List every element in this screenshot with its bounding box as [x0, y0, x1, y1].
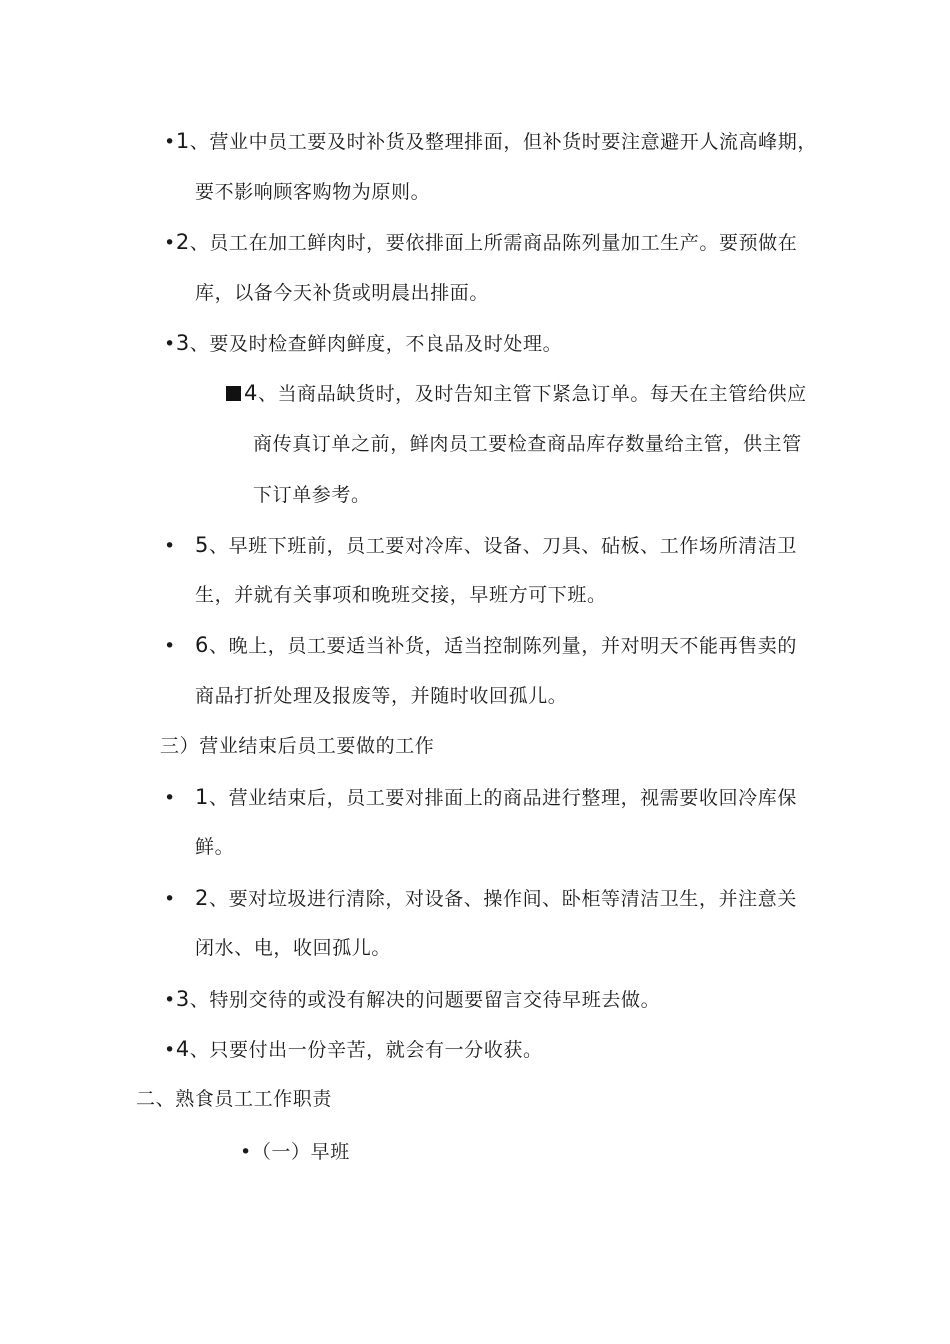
list-item	[164, 784, 797, 811]
list-item	[164, 229, 797, 256]
item-continuation: 鲜。	[195, 836, 235, 858]
bullet: •	[164, 989, 176, 1011]
item-continuation: 生，并就有关事项和晚班交接，早班方可下班。	[195, 584, 607, 606]
item-continuation: 商品打折处理及报废等，并随时收回孤儿。	[195, 685, 568, 707]
square-bullet-icon	[226, 386, 241, 401]
bullet: •	[164, 635, 176, 657]
list-item	[226, 380, 807, 407]
item-number: 3	[175, 987, 190, 1011]
chapter-heading: 二、熟食员工工作职责	[136, 1088, 333, 1110]
item-number: 5	[195, 533, 209, 557]
item-number: 4	[175, 1037, 190, 1061]
section-heading: 三）营业结束后员工要做的工作	[160, 735, 435, 757]
item-text: 、营业结束后，员工要对排面上的商品进行整理，视需要收回冷库保	[208, 787, 797, 809]
item-text: 、员工在加工鲜肉时，要依排面上所需商品陈列量加工生产。要预做在	[189, 232, 798, 254]
item-number: 1	[195, 785, 209, 809]
bullet: •	[164, 535, 176, 557]
item-text: 、当商品缺货时，及时告知主管下紧急订单。每天在主管给供应	[257, 383, 807, 405]
subsection-text: （一）早班	[251, 1141, 350, 1163]
item-text: 、营业中员工要及时补货及整理排面，但补货时要注意避开人流高峰期，	[189, 131, 817, 153]
list-item	[164, 128, 817, 155]
list-item	[164, 885, 797, 912]
list-item	[164, 330, 562, 357]
item-text: 、晚上，员工要适当补货，适当控制陈列量，并对明天不能再售卖的	[208, 635, 797, 657]
item-continuation: 商传真订单之前，鲜肉员工要检查商品库存数量给主管，供主管	[253, 433, 802, 455]
bullet: •	[164, 333, 176, 355]
item-number: 6	[195, 633, 209, 657]
item-text: 、要对垃圾进行清除，对设备、操作间、卧柜等清洁卫生，并注意关	[208, 888, 797, 910]
item-text: 、早班下班前，员工要对冷库、设备、刀具、砧板、工作场所清洁卫	[208, 535, 797, 557]
item-continuation: 库，以备今天补货或明晨出排面。	[195, 282, 490, 304]
bullet: •	[164, 888, 176, 910]
list-item	[164, 1036, 543, 1063]
bullet: •	[164, 1039, 176, 1061]
bullet: •	[164, 232, 176, 254]
list-item	[164, 632, 797, 659]
item-text: 、特别交待的或没有解决的问题要留言交待早班去做。	[189, 989, 661, 1011]
item-text: 、要及时检查鲜肉鲜度，不良品及时处理。	[189, 333, 563, 355]
item-continuation: 闭水、电，收回孤儿。	[195, 937, 392, 959]
item-continuation: 下订单参考。	[253, 484, 371, 506]
item-number: 1	[175, 129, 190, 153]
item-number: 2	[195, 886, 209, 910]
item-text: 、只要付出一份辛苦，就会有一分收获。	[189, 1039, 543, 1061]
bullet: •	[164, 787, 176, 809]
bullet: •	[164, 131, 176, 153]
subsection-heading	[240, 1139, 350, 1165]
list-item	[164, 532, 797, 559]
item-number: 4	[244, 381, 258, 405]
item-number: 3	[175, 331, 190, 355]
bullet: •	[240, 1141, 252, 1163]
item-number: 2	[175, 230, 190, 254]
list-item	[164, 986, 660, 1013]
item-continuation: 要不影响顾客购物为原则。	[195, 181, 431, 203]
